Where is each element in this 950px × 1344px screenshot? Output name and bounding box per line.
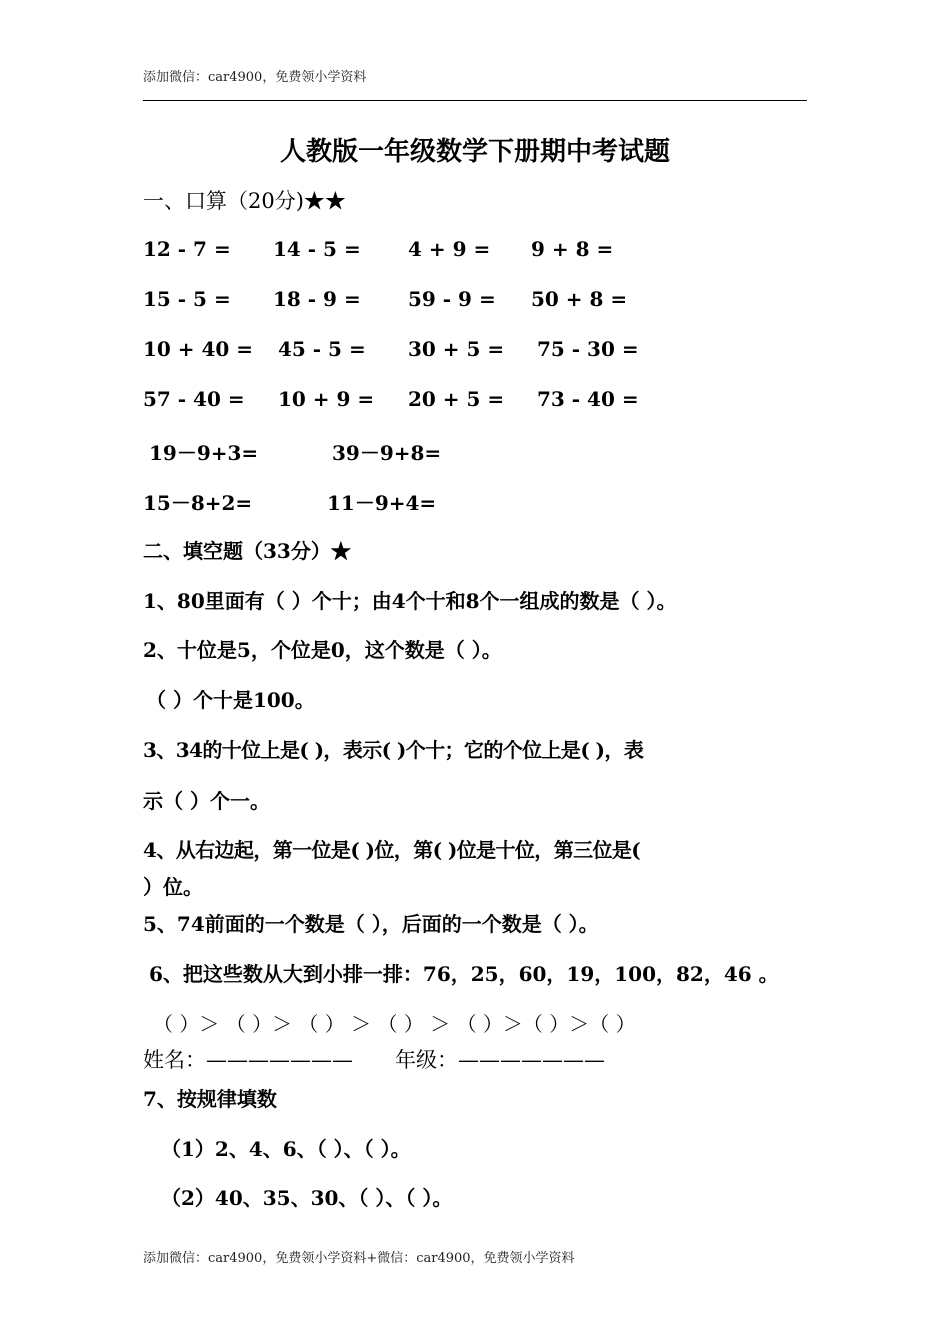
calc-item: 14 - 5 =	[273, 237, 361, 261]
calc-item: 10 + 9 =	[278, 387, 375, 411]
question-3-line2: 示（ ）个一。	[143, 789, 270, 813]
calc-item: 30 + 5 =	[408, 337, 505, 361]
calc-item: 18 - 9 =	[273, 287, 361, 311]
question-3-line1: 3、34的十位上是( )，表示( )个十；它的个位上是( )，表	[143, 738, 644, 762]
calc-item: 11－9+4=	[327, 491, 437, 515]
question-7: 7、按规律填数	[143, 1087, 277, 1111]
section1-heading: 一、口算（20分)★★	[143, 189, 346, 213]
calc-item: 73 - 40 =	[537, 387, 639, 411]
name-field: 姓名：———————	[143, 1048, 353, 1072]
footer-note: 添加微信：car4900，免费领小学资料+微信：car4900，免费领小学资料	[143, 1251, 575, 1266]
question-2: 2、十位是5，个位是0，这个数是（ ）。	[143, 638, 502, 662]
calc-item: 75 - 30 =	[537, 337, 639, 361]
grade-field: 年级：———————	[395, 1048, 605, 1072]
question-7-2: （2）40、35、30、（ ）、（ ）。	[161, 1186, 453, 1210]
calc-item: 45 - 5 =	[278, 337, 366, 361]
question-1: 1、80里面有（ ）个十；由4个十和8个一组成的数是（ ）。	[143, 589, 677, 613]
calc-item: 10 + 40 =	[143, 337, 254, 361]
question-5: 5、74前面的一个数是（ ），后面的一个数是（ ）。	[143, 912, 599, 936]
section2-heading: 二、填空题（33分）★	[143, 539, 351, 563]
page-title: 人教版一年级数学下册期中考试题	[279, 137, 670, 167]
calc-item: 15 - 5 =	[143, 287, 231, 311]
question-6: 6、把这些数从大到小排一排：76，25，60，19，100，82，46 。	[149, 962, 779, 986]
question-2b: （ ）个十是100。	[146, 688, 315, 712]
question-6-answer-row: （ ）＞ （ ）＞ （ ） ＞ （ ） ＞ （ ）＞（ ）＞（ ）	[153, 1012, 636, 1036]
calc-item: 15－8+2=	[143, 491, 253, 515]
question-4-line2: ）位。	[143, 875, 203, 899]
header-note: 添加微信：car4900，免费领小学资料	[143, 70, 367, 85]
calc-item: 12 - 7 =	[143, 237, 231, 261]
calc-item: 4 + 9 =	[408, 237, 491, 261]
calc-item: 9 + 8 =	[531, 237, 614, 261]
calc-item: 39－9+8=	[332, 441, 442, 465]
calc-item: 19－9+3=	[149, 441, 259, 465]
calc-item: 20 + 5 =	[408, 387, 505, 411]
calc-item: 57 - 40 =	[143, 387, 245, 411]
question-7-1: （1）2、4、6、（ ）、（ ）。	[161, 1137, 411, 1161]
calc-item: 59 - 9 =	[408, 287, 496, 311]
calc-item: 50 + 8 =	[531, 287, 628, 311]
header-divider	[143, 100, 807, 101]
question-4-line1: 4、从右边起，第一位是( )位，第( )位是十位，第三位是(	[143, 838, 641, 862]
